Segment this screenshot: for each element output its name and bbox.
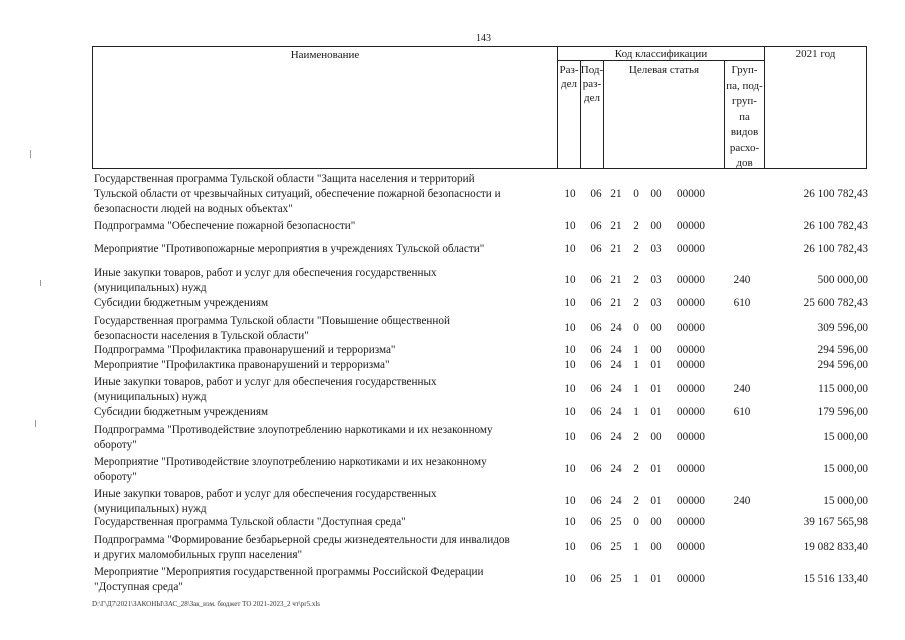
row-amount: 26 100 782,43 <box>803 220 868 232</box>
row-name: Государственная программа Тульской области "Доступная среда" <box>94 516 406 528</box>
row-target-event: 01 <box>650 573 662 585</box>
row-razdel: 10 <box>564 274 576 286</box>
row-razdel: 10 <box>564 383 576 395</box>
header-group: Груп- па, под- груп- па видов расхо- дов <box>726 64 763 169</box>
row-target-event: 00 <box>650 344 662 356</box>
row-name: Мероприятие "Противодействие злоупотреблению наркотиками и их незаконному обороту" <box>94 456 487 483</box>
file-path-footer: D:\Г\Д7\2021\ЗАКОНЫ\ЗАС_28\Зак_изм. бюджет ТО 2021-2023_2 чт\pr5.xls <box>92 600 321 608</box>
row-podrazdel: 06 <box>590 220 602 232</box>
row-target-subprogram: 2 <box>633 297 639 309</box>
row-amount: 15 000,00 <box>823 431 868 443</box>
row-razdel: 10 <box>564 573 576 585</box>
row-podrazdel: 06 <box>590 344 602 356</box>
header-target: Целевая статья <box>628 64 700 76</box>
row-expense-type: 240 <box>733 274 751 286</box>
row-name: Субсидии бюджетным учреждениям <box>94 406 269 418</box>
row-target-program: 24 <box>610 431 622 443</box>
row-name: Государственная программа Тульской области "Защита населения и территорий Тульской области от чрезвычайных ситуаций, обеспечение пожарной безопасности и безопасности людей на водных объектах" <box>94 173 501 215</box>
row-target-subprogram: 1 <box>633 344 639 356</box>
row-target-code: 00000 <box>677 495 705 507</box>
row-name: Иные закупки товаров, работ и услуг для обеспечения государственных (муниципальных) нужд <box>94 488 437 515</box>
row-podrazdel: 06 <box>590 495 602 507</box>
row-name: Подпрограмма "Профилактика правонарушений и терроризма" <box>94 344 396 356</box>
row-target-program: 24 <box>610 344 622 356</box>
row-razdel: 10 <box>564 322 576 334</box>
row-target-code: 00000 <box>677 297 705 309</box>
row-name: Подпрограмма "Обеспечение пожарной безопасности" <box>94 220 356 232</box>
row-podrazdel: 06 <box>590 274 602 286</box>
row-target-program: 25 <box>610 516 622 528</box>
row-target-subprogram: 2 <box>633 431 639 443</box>
row-amount: 15 516 133,40 <box>803 573 868 585</box>
row-target-code: 00000 <box>677 541 705 553</box>
row-podrazdel: 06 <box>590 541 602 553</box>
row-expense-type: 240 <box>733 495 751 507</box>
row-target-event: 01 <box>650 463 662 475</box>
header-razdel: Раз- дел <box>559 64 579 90</box>
row-target-code: 00000 <box>677 344 705 356</box>
row-target-program: 21 <box>610 274 622 286</box>
row-target-program: 25 <box>610 541 622 553</box>
row-amount: 25 600 782,43 <box>803 297 868 309</box>
row-name: Мероприятие "Мероприятия государственной программы Российской Федерации "Доступная среда" <box>94 566 484 593</box>
row-target-code: 00000 <box>677 463 705 475</box>
row-target-code: 00000 <box>677 516 705 528</box>
row-expense-type: 610 <box>733 297 751 309</box>
row-target-subprogram: 2 <box>633 495 639 507</box>
row-amount: 294 596,00 <box>817 359 868 371</box>
row-razdel: 10 <box>564 220 576 232</box>
row-podrazdel: 06 <box>590 573 602 585</box>
row-target-program: 24 <box>610 322 622 334</box>
row-razdel: 10 <box>564 344 576 356</box>
row-razdel: 10 <box>564 516 576 528</box>
row-podrazdel: 06 <box>590 406 602 418</box>
row-target-program: 21 <box>610 188 622 200</box>
row-podrazdel: 06 <box>590 431 602 443</box>
row-target-subprogram: 0 <box>633 322 639 334</box>
header-year: 2021 год <box>795 48 836 60</box>
row-amount: 500 000,00 <box>817 274 868 286</box>
row-target-event: 00 <box>650 516 662 528</box>
row-podrazdel: 06 <box>590 297 602 309</box>
row-amount: 15 000,00 <box>823 463 868 475</box>
row-target-code: 00000 <box>677 431 705 443</box>
row-target-code: 00000 <box>677 406 705 418</box>
header-code: Код классификации <box>614 48 708 60</box>
row-target-subprogram: 1 <box>633 383 639 395</box>
row-expense-type: 240 <box>733 383 751 395</box>
scan-mark <box>30 150 31 158</box>
row-amount: 39 167 565,98 <box>803 516 868 528</box>
row-razdel: 10 <box>564 406 576 418</box>
row-amount: 179 596,00 <box>817 406 868 418</box>
row-razdel: 10 <box>564 541 576 553</box>
row-podrazdel: 06 <box>590 322 602 334</box>
row-name: Подпрограмма "Противодействие злоупотреблению наркотиками и их незаконному обороту" <box>94 424 493 451</box>
row-target-code: 00000 <box>677 243 705 255</box>
row-amount: 19 082 833,40 <box>803 541 868 553</box>
row-target-code: 00000 <box>677 383 705 395</box>
row-target-event: 03 <box>650 274 662 286</box>
row-razdel: 10 <box>564 188 576 200</box>
row-target-event: 01 <box>650 383 662 395</box>
row-target-program: 24 <box>610 406 622 418</box>
row-target-event: 00 <box>650 220 662 232</box>
row-target-subprogram: 1 <box>633 573 639 585</box>
row-podrazdel: 06 <box>590 359 602 371</box>
row-amount: 309 596,00 <box>817 322 868 334</box>
row-target-subprogram: 2 <box>633 463 639 475</box>
row-target-program: 24 <box>610 383 622 395</box>
row-target-program: 25 <box>610 573 622 585</box>
row-target-program: 21 <box>610 220 622 232</box>
page-number: 143 <box>476 33 491 44</box>
row-target-subprogram: 2 <box>633 220 639 232</box>
row-name: Иные закупки товаров, работ и услуг для обеспечения государственных (муниципальных) нужд <box>94 376 437 403</box>
row-amount: 26 100 782,43 <box>803 188 868 200</box>
row-razdel: 10 <box>564 243 576 255</box>
row-name: Подпрограмма "Формирование безбарьерной среды жизнедеятельности для инвалидов и других маломобильных групп населения" <box>94 534 510 561</box>
row-target-code: 00000 <box>677 359 705 371</box>
scan-mark <box>35 420 36 427</box>
row-podrazdel: 06 <box>590 383 602 395</box>
header-name: Наименование <box>290 49 360 61</box>
row-target-subprogram: 2 <box>633 243 639 255</box>
row-name: Иные закупки товаров, работ и услуг для обеспечения государственных (муниципальных) нужд <box>94 267 437 294</box>
row-amount: 294 596,00 <box>817 344 868 356</box>
row-razdel: 10 <box>564 431 576 443</box>
row-name: Мероприятие "Противопожарные мероприятия в учреждениях Тульской области" <box>94 243 485 255</box>
header-podrazdel: Под- раз- дел <box>580 64 604 104</box>
row-target-event: 01 <box>650 359 662 371</box>
row-expense-type: 610 <box>733 406 751 418</box>
row-target-code: 00000 <box>677 573 705 585</box>
row-target-code: 00000 <box>677 274 705 286</box>
row-target-event: 00 <box>650 188 662 200</box>
row-target-subprogram: 1 <box>633 406 639 418</box>
row-target-program: 24 <box>610 359 622 371</box>
row-target-code: 00000 <box>677 188 705 200</box>
row-target-subprogram: 0 <box>633 516 639 528</box>
row-podrazdel: 06 <box>590 188 602 200</box>
row-name: Государственная программа Тульской области "Повышение общественной безопасности населения в Тульской области" <box>94 315 450 342</box>
row-target-event: 00 <box>650 431 662 443</box>
row-target-program: 24 <box>610 463 622 475</box>
row-amount: 26 100 782,43 <box>803 243 868 255</box>
row-target-event: 03 <box>650 297 662 309</box>
row-razdel: 10 <box>564 495 576 507</box>
row-name: Мероприятие "Профилактика правонарушений и терроризма" <box>94 359 390 371</box>
row-razdel: 10 <box>564 463 576 475</box>
row-target-event: 03 <box>650 243 662 255</box>
row-name: Субсидии бюджетным учреждениям <box>94 297 269 309</box>
row-podrazdel: 06 <box>590 243 602 255</box>
row-target-event: 00 <box>650 322 662 334</box>
row-amount: 15 000,00 <box>823 495 868 507</box>
row-target-subprogram: 1 <box>633 359 639 371</box>
row-target-event: 00 <box>650 541 662 553</box>
row-razdel: 10 <box>564 297 576 309</box>
row-amount: 115 000,00 <box>818 383 868 395</box>
row-razdel: 10 <box>564 359 576 371</box>
row-target-event: 01 <box>650 406 662 418</box>
row-target-subprogram: 1 <box>633 541 639 553</box>
row-target-event: 01 <box>650 495 662 507</box>
row-target-program: 21 <box>610 297 622 309</box>
row-target-subprogram: 2 <box>633 274 639 286</box>
row-podrazdel: 06 <box>590 463 602 475</box>
row-target-program: 21 <box>610 243 622 255</box>
scan-mark <box>40 280 41 286</box>
row-target-code: 00000 <box>677 220 705 232</box>
row-target-subprogram: 0 <box>633 188 639 200</box>
row-target-program: 24 <box>610 495 622 507</box>
row-target-code: 00000 <box>677 322 705 334</box>
row-podrazdel: 06 <box>590 516 602 528</box>
